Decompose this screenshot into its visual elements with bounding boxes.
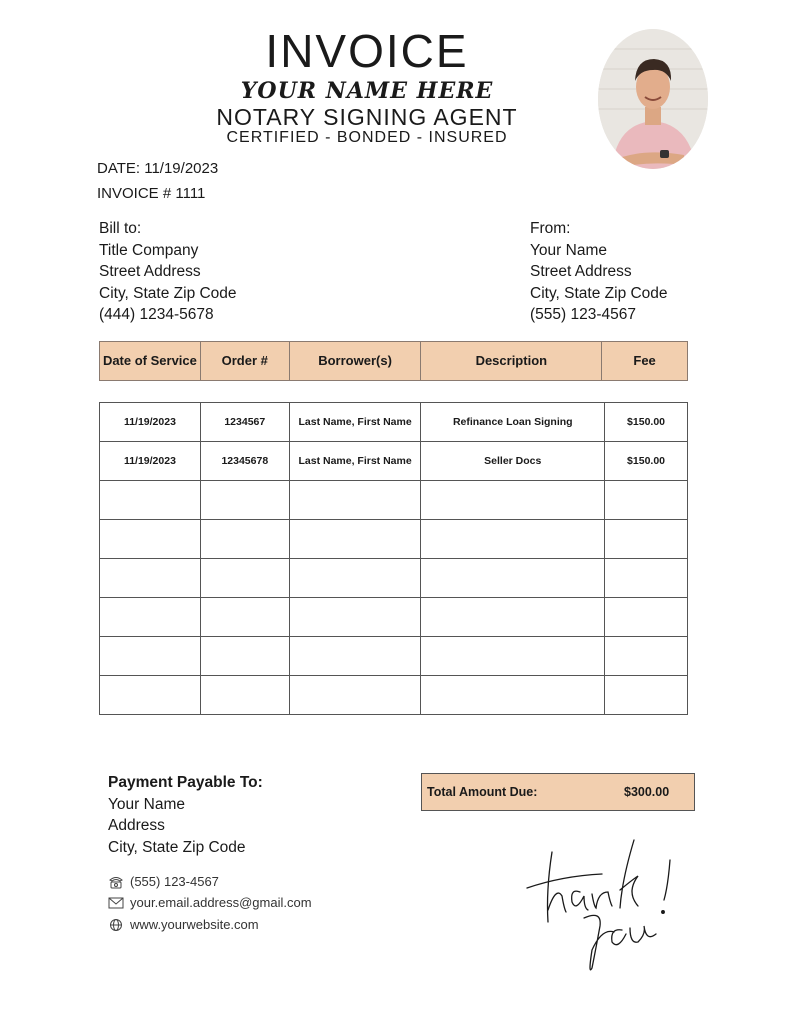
tagline: CERTIFIED - BONDED - INSURED <box>226 129 508 146</box>
cell-date <box>100 520 201 559</box>
cell-fee <box>605 481 688 520</box>
role-title: NOTARY SIGNING AGENT <box>216 104 518 130</box>
header-fee: Fee <box>602 342 688 381</box>
header-date-of-service: Date of Service <box>100 342 201 381</box>
phone-icon <box>108 875 124 889</box>
profile-photo <box>598 29 708 169</box>
bill-to-phone: (444) 1234-5678 <box>99 306 214 323</box>
table-row <box>100 559 688 598</box>
cell-fee <box>605 559 688 598</box>
table-row <box>100 442 688 481</box>
cell-borrower: Last Name, First Name <box>289 403 421 442</box>
globe-icon <box>108 918 124 932</box>
table-row <box>100 676 688 715</box>
from-block <box>530 218 668 326</box>
cell-order <box>200 559 289 598</box>
cell-borrower: Last Name, First Name <box>289 442 421 481</box>
cell-date <box>100 637 201 676</box>
cell-fee <box>605 520 688 559</box>
mail-icon <box>108 896 124 910</box>
cell-order: 12345678 <box>200 442 289 481</box>
from-city: City, State Zip Code <box>530 284 668 302</box>
cell-description <box>421 481 605 520</box>
payment-heading: Payment Payable To: <box>108 774 263 791</box>
bill-to-street: Street Address <box>99 263 201 280</box>
cell-fee <box>605 676 688 715</box>
payment-name: Your Name <box>108 795 185 813</box>
business-name: YOUR NAME HERE <box>240 78 494 104</box>
cell-borrower <box>289 676 421 715</box>
contact-phone <box>108 874 219 889</box>
invoice-date: DATE: 11/19/2023 <box>97 160 219 177</box>
from-phone: (555) 123-4567 <box>530 306 636 323</box>
contact-email <box>108 895 312 910</box>
cell-borrower <box>289 481 421 520</box>
cell-order <box>200 520 289 559</box>
header-order: Order # <box>200 342 289 381</box>
cell-fee <box>605 637 688 676</box>
table-row <box>100 403 688 442</box>
contact-website-text[interactable]: www.yourwebsite.com <box>130 917 259 932</box>
from-name: Your Name <box>530 241 607 259</box>
cell-order <box>200 676 289 715</box>
cell-fee <box>605 598 688 637</box>
cell-date <box>100 559 201 598</box>
cell-order <box>200 481 289 520</box>
table-header <box>99 341 688 381</box>
thank-you-signature <box>522 830 682 980</box>
cell-description <box>421 637 605 676</box>
header-description: Description <box>421 342 602 381</box>
cell-date <box>100 598 201 637</box>
total-amount: $300.00 <box>624 785 670 799</box>
cell-description <box>421 676 605 715</box>
contact-website <box>108 917 259 932</box>
cell-borrower <box>289 520 421 559</box>
cell-date <box>100 481 201 520</box>
table-row <box>100 598 688 637</box>
cell-borrower <box>289 559 421 598</box>
cell-fee: $150.00 <box>605 442 688 481</box>
cell-date: 11/19/2023 <box>100 442 201 481</box>
table-row <box>100 520 688 559</box>
from-label: From: <box>530 220 571 237</box>
total-box <box>421 773 695 811</box>
bill-to-block <box>99 218 237 326</box>
cell-description <box>421 520 605 559</box>
payment-block <box>108 772 263 858</box>
cell-order <box>200 598 289 637</box>
bill-to-city: City, State Zip Code <box>99 284 237 302</box>
bill-to-label: Bill to: <box>99 220 142 237</box>
invoice-title: INVOICE <box>265 25 469 77</box>
table-row <box>100 637 688 676</box>
cell-date: 11/19/2023 <box>100 403 201 442</box>
cell-description <box>421 559 605 598</box>
cell-description: Refinance Loan Signing <box>421 403 605 442</box>
cell-borrower <box>289 598 421 637</box>
from-street: Street Address <box>530 263 632 280</box>
table-row <box>100 481 688 520</box>
bill-to-company: Title Company <box>99 241 199 259</box>
cell-description <box>421 598 605 637</box>
cell-borrower <box>289 637 421 676</box>
total-label: Total Amount Due: <box>427 785 538 799</box>
cell-fee: $150.00 <box>605 403 688 442</box>
payment-city: City, State Zip Code <box>108 838 246 856</box>
payment-address: Address <box>108 817 165 834</box>
header-borrowers: Borrower(s) <box>289 342 421 381</box>
line-items-table <box>99 402 688 715</box>
cell-date <box>100 676 201 715</box>
cell-order: 1234567 <box>200 403 289 442</box>
cell-order <box>200 637 289 676</box>
contact-phone-text: (555) 123-4567 <box>130 874 219 889</box>
cell-description: Seller Docs <box>421 442 605 481</box>
contact-email-text[interactable]: your.email.address@gmail.com <box>130 895 312 910</box>
invoice-number: INVOICE # 1111 <box>97 185 206 202</box>
